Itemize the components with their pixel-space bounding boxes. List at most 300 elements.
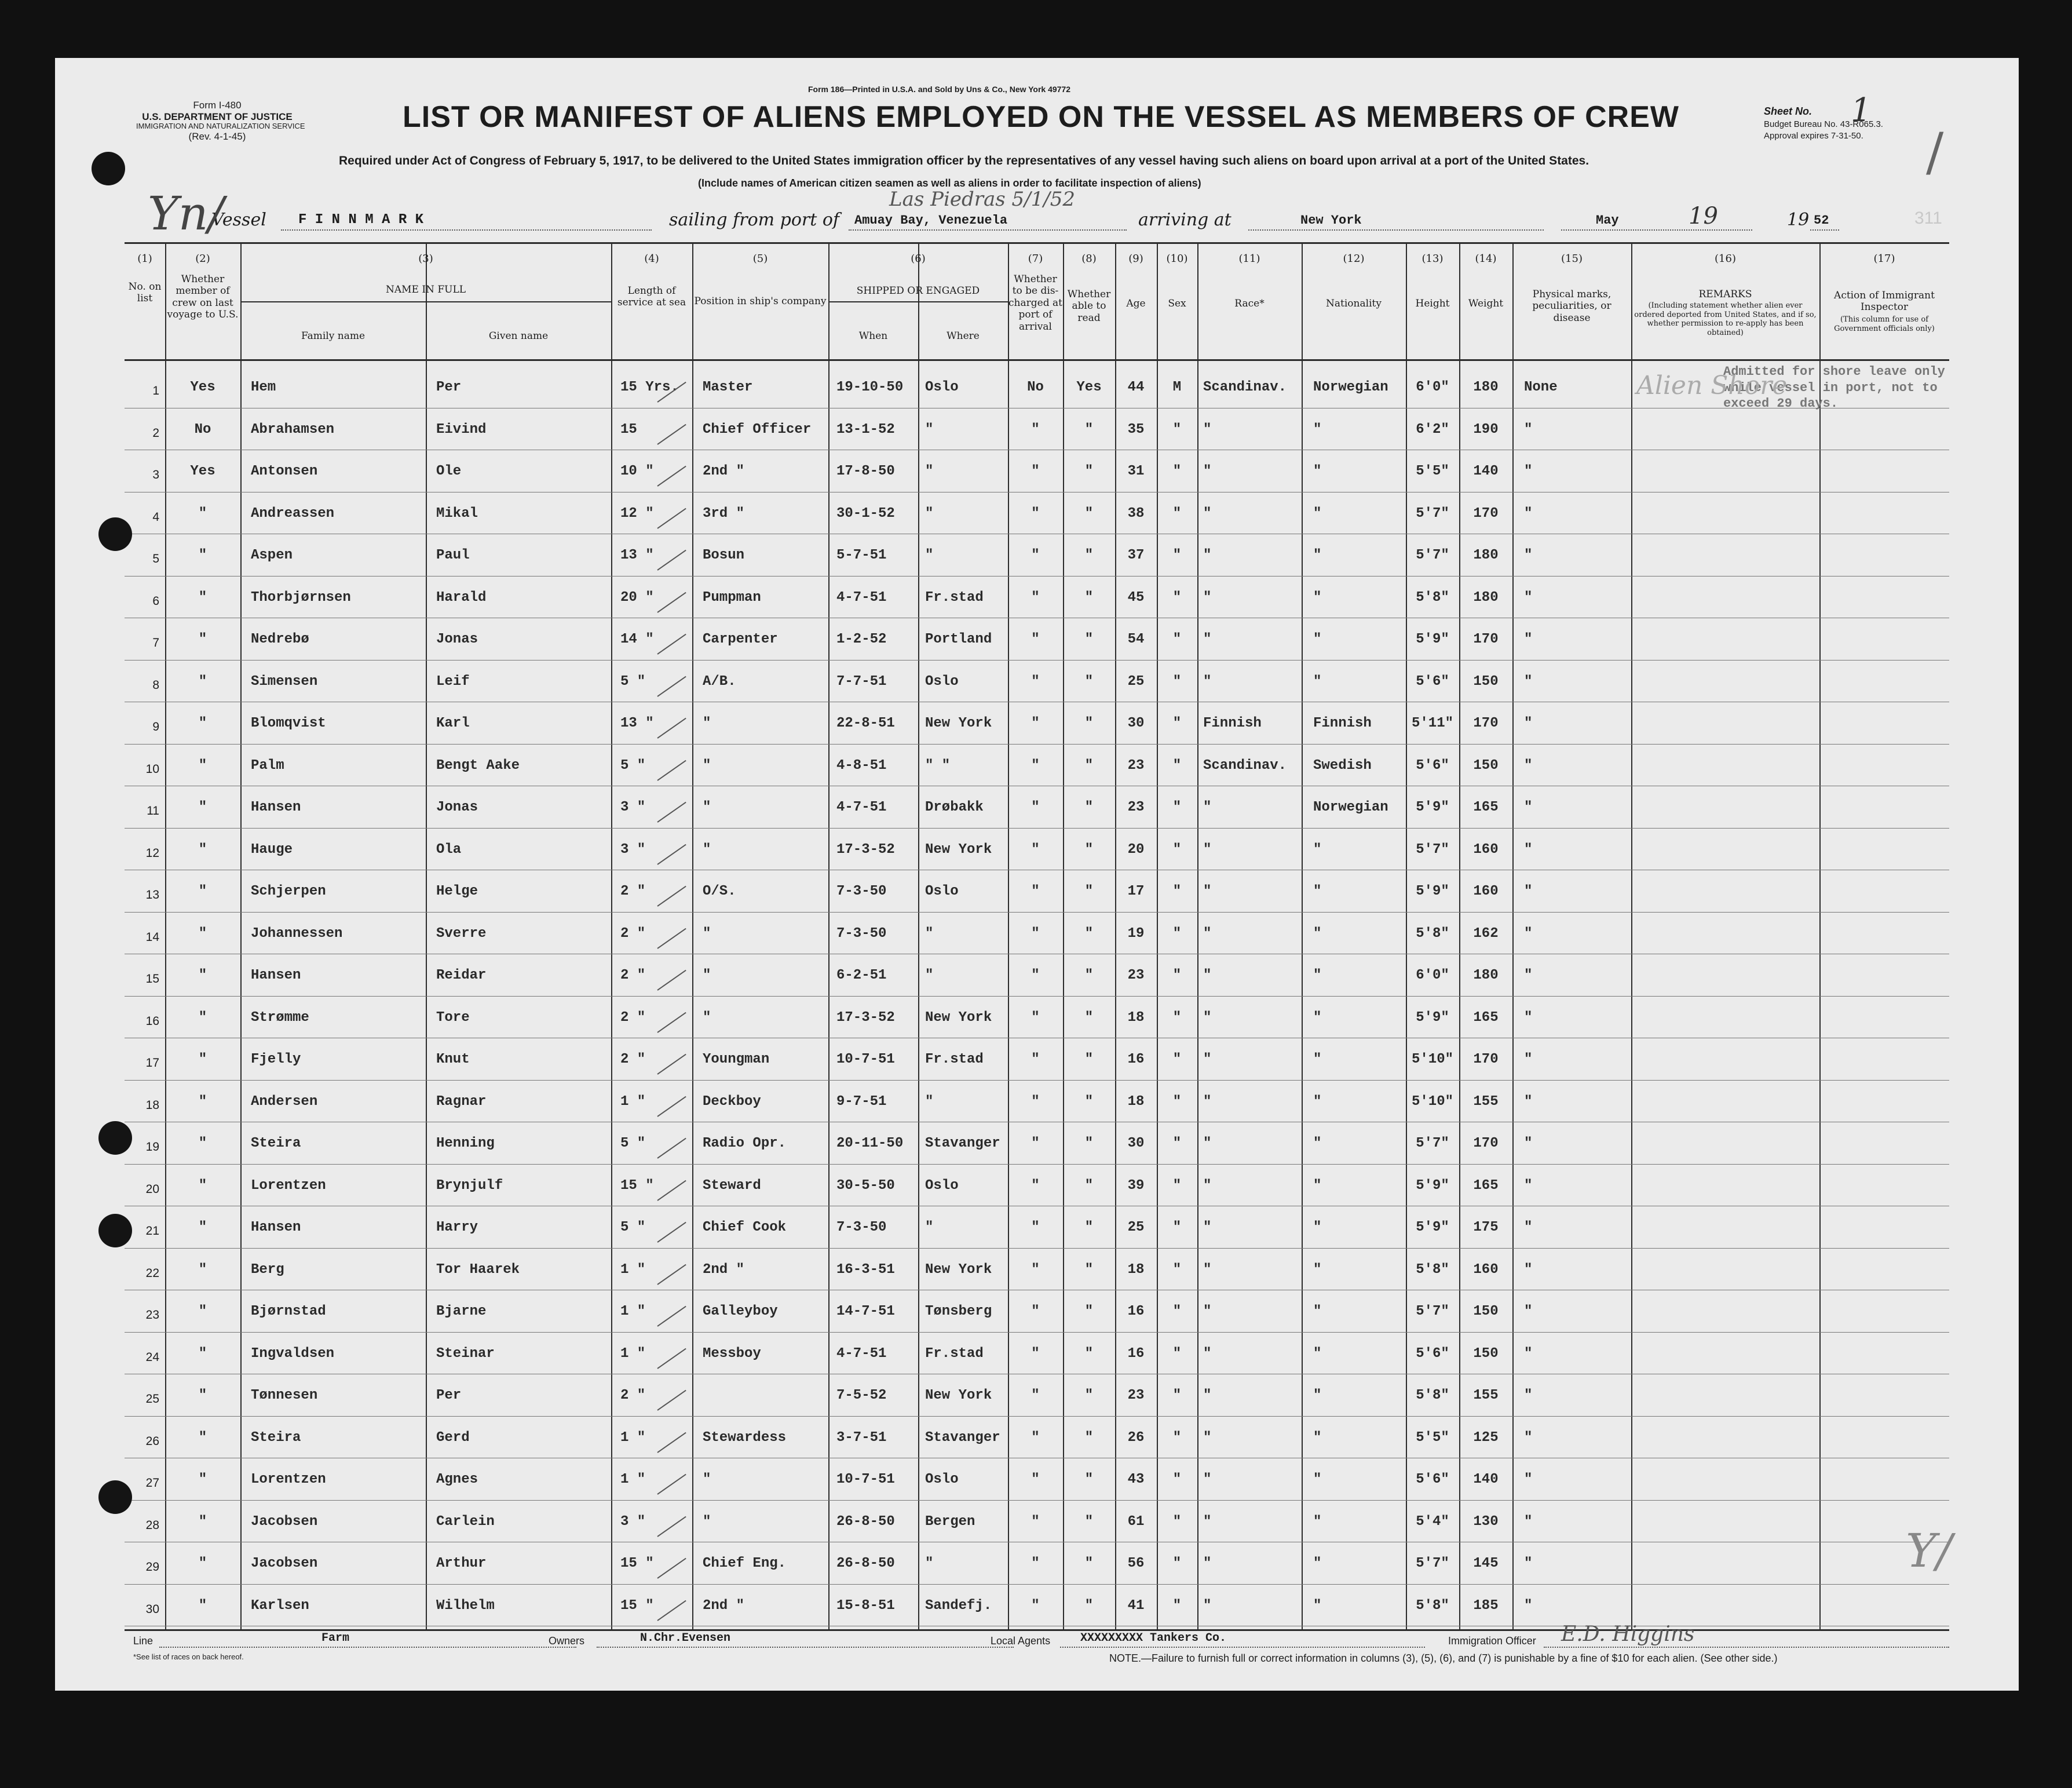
cell-sex: " xyxy=(1172,884,1182,899)
cell-marks: " xyxy=(1524,884,1533,899)
cell-race: " xyxy=(1203,1220,1212,1235)
cell-crew: " xyxy=(198,1052,207,1067)
cell-sex: " xyxy=(1172,757,1182,773)
cell-age: 16 xyxy=(1127,1052,1145,1067)
cell-nat: " xyxy=(1313,1556,1322,1571)
cell-weight: 140 xyxy=(1473,464,1499,479)
arrival-month: May xyxy=(1596,213,1619,228)
cell-service: 1 " xyxy=(620,1304,646,1319)
cell-nat: " xyxy=(1313,1136,1322,1151)
cell-position: Chief Cook xyxy=(703,1220,787,1235)
faint-stamp: 311 xyxy=(1914,209,1942,228)
cell-position: " xyxy=(703,841,711,857)
column-divider xyxy=(1819,242,1821,1629)
printer-line: Form 186—Printed in U.S.A. and Sold by Uns & Co., New York 49772 xyxy=(808,85,1071,94)
column-divider xyxy=(1197,242,1198,1629)
cell-disch: " xyxy=(1031,421,1040,437)
cell-nat: " xyxy=(1313,1220,1322,1235)
hdr-when: When xyxy=(858,330,888,342)
cell-given: Paul xyxy=(436,548,470,563)
hdr-weight: Weight xyxy=(1468,298,1504,309)
cell-position: Messboy xyxy=(703,1345,761,1362)
cell-crew: " xyxy=(198,884,207,899)
cell-given: Sverre xyxy=(436,925,487,942)
cell-height: 5'9" xyxy=(1416,1177,1449,1194)
service-tick-mark xyxy=(657,970,686,991)
service-tick-mark xyxy=(657,1600,686,1621)
cell-disch: " xyxy=(1031,1556,1040,1571)
cell-when: 15-8-51 xyxy=(836,1597,895,1614)
cell-age: 41 xyxy=(1127,1597,1145,1614)
cell-marks: " xyxy=(1524,968,1533,983)
cell-height: 6'2" xyxy=(1416,421,1449,437)
cell-when: 17-3-52 xyxy=(836,1009,895,1026)
cell-disch: " xyxy=(1031,716,1040,731)
cell-height: 5'8" xyxy=(1416,589,1449,605)
cell-service: 1 " xyxy=(620,1429,646,1446)
column-number: (8) xyxy=(1081,253,1097,265)
port-handwritten: Las Piedras 5/1/52 xyxy=(889,188,1075,211)
row-number: 26 xyxy=(145,1434,159,1448)
cell-age: 18 xyxy=(1127,1009,1145,1026)
cell-given: Helge xyxy=(436,884,478,899)
sheet-number: 1 xyxy=(1851,92,1872,129)
cell-sex: " xyxy=(1172,1556,1182,1571)
cell-service: 20 " xyxy=(620,589,654,605)
vessel-label: Vessel xyxy=(211,210,266,230)
hdr-shipped: SHIPPED OR ENGAGED xyxy=(856,285,980,297)
cell-position: Deckboy xyxy=(703,1093,761,1110)
cell-read: " xyxy=(1084,1009,1094,1026)
column-number: (5) xyxy=(752,253,768,265)
cell-disch: " xyxy=(1031,632,1040,647)
cell-marks: " xyxy=(1524,1513,1533,1530)
cell-position: Steward xyxy=(703,1177,761,1194)
cell-when: 4-7-51 xyxy=(836,800,887,815)
service-tick-mark xyxy=(657,1222,686,1243)
cell-service: 15 " xyxy=(620,1556,654,1571)
sheet-label: Sheet No. xyxy=(1764,105,1812,117)
cell-age: 23 xyxy=(1127,800,1145,815)
service-tick-mark xyxy=(657,424,686,444)
cell-given: Tore xyxy=(436,1009,470,1026)
cell-marks: " xyxy=(1524,421,1533,437)
cell-family: Blomqvist xyxy=(251,716,326,731)
column-divider xyxy=(1302,242,1303,1629)
cell-sex: " xyxy=(1172,1093,1182,1110)
cell-age: 18 xyxy=(1127,1093,1145,1110)
cell-disch: " xyxy=(1031,884,1040,899)
cell-given: Jonas xyxy=(436,632,478,647)
cell-height: 5'6" xyxy=(1416,1472,1449,1487)
cell-given: Per xyxy=(436,380,462,395)
row-number: 19 xyxy=(145,1140,159,1154)
cell-position: 2nd " xyxy=(703,464,745,479)
cell-position: O/S. xyxy=(703,884,736,899)
cell-position: 2nd " xyxy=(703,1261,745,1278)
cell-race: Scandinav. xyxy=(1203,757,1287,773)
cell-crew: " xyxy=(198,548,207,563)
punch-hole xyxy=(98,517,132,551)
cell-where: New York xyxy=(925,1261,992,1278)
cell-age: 39 xyxy=(1127,1177,1145,1194)
cell-read: " xyxy=(1084,1220,1094,1235)
cell-crew: " xyxy=(198,968,207,983)
hdr-no: No. on list xyxy=(128,281,162,305)
cell-marks: " xyxy=(1524,505,1533,521)
cell-height: 6'0" xyxy=(1416,380,1449,395)
cell-when: 6-2-51 xyxy=(836,968,887,983)
cell-position: " xyxy=(703,716,711,731)
cell-height: 5'11" xyxy=(1411,716,1453,731)
cell-given: Steinar xyxy=(436,1345,495,1362)
revision: (Rev. 4-1-45) xyxy=(188,131,246,143)
cell-family: Lorentzen xyxy=(251,1177,326,1194)
cell-where: Fr.stad xyxy=(925,1345,984,1362)
cell-weight: 190 xyxy=(1473,421,1499,437)
cell-age: 30 xyxy=(1127,1136,1145,1151)
cell-when: 10-7-51 xyxy=(836,1472,895,1487)
cell-age: 19 xyxy=(1127,925,1145,942)
cell-height: 5'9" xyxy=(1416,884,1449,899)
cell-when: 5-7-51 xyxy=(836,548,887,563)
cell-family: Hansen xyxy=(251,968,301,983)
cell-sex: " xyxy=(1172,1472,1182,1487)
cell-crew: " xyxy=(198,1261,207,1278)
cell-weight: 125 xyxy=(1473,1429,1499,1446)
cell-marks: " xyxy=(1524,1093,1533,1110)
cell-given: Harald xyxy=(436,589,487,605)
hdr-crew: Whether member of crew on last voyage to U.S. xyxy=(167,273,239,321)
cell-weight: 180 xyxy=(1473,589,1499,605)
cell-crew: " xyxy=(198,1220,207,1235)
cell-sex: " xyxy=(1172,548,1182,563)
column-divider xyxy=(828,242,829,1629)
cell-where: Sandefj. xyxy=(925,1597,992,1614)
cell-position: 2nd " xyxy=(703,1597,745,1614)
punch-hole xyxy=(98,1121,132,1155)
port-of-departure: Amuay Bay, Venezuela xyxy=(854,213,1008,228)
row-number: 30 xyxy=(145,1602,159,1616)
cell-height: 5'9" xyxy=(1416,800,1449,815)
cell-age: 25 xyxy=(1127,1220,1145,1235)
cell-weight: 165 xyxy=(1473,1177,1499,1194)
cell-given: Mikal xyxy=(436,505,478,521)
cell-family: Berg xyxy=(251,1261,284,1278)
cell-age: 23 xyxy=(1127,968,1145,983)
cell-race: " xyxy=(1203,1177,1212,1194)
column-number: (4) xyxy=(644,253,659,265)
cell-read: " xyxy=(1084,464,1094,479)
cell-marks: " xyxy=(1524,1177,1533,1194)
cell-crew: " xyxy=(198,1513,207,1530)
manifest-sheet xyxy=(55,58,2019,1691)
cell-nat: " xyxy=(1313,632,1322,647)
cell-crew: " xyxy=(198,1093,207,1110)
cell-sex: " xyxy=(1172,1261,1182,1278)
hdr-position: Position in ship's company xyxy=(694,295,827,307)
cell-weight: 155 xyxy=(1473,1388,1499,1403)
cell-disch: No xyxy=(1027,380,1044,395)
cell-read: " xyxy=(1084,673,1094,689)
service-tick-mark xyxy=(657,1516,686,1537)
cell-given: Tor Haarek xyxy=(436,1261,520,1278)
column-divider xyxy=(692,242,693,1629)
cell-family: Steira xyxy=(251,1429,301,1446)
cell-race: " xyxy=(1203,1429,1212,1446)
cell-where: " xyxy=(925,548,934,563)
cell-given: Knut xyxy=(436,1052,470,1067)
row-number: 2 xyxy=(152,426,159,440)
cell-sex: " xyxy=(1172,841,1182,857)
cell-disch: " xyxy=(1031,1220,1040,1235)
cell-height: 5'8" xyxy=(1416,1261,1449,1278)
cell-weight: 160 xyxy=(1473,1261,1499,1278)
cell-when: 26-8-50 xyxy=(836,1513,895,1530)
row-number: 13 xyxy=(145,888,159,902)
cell-crew: " xyxy=(198,505,207,521)
cell-family: Ingvaldsen xyxy=(251,1345,335,1362)
cell-when: 7-7-51 xyxy=(836,673,887,689)
cell-disch: " xyxy=(1031,1597,1040,1614)
cell-when: 22-8-51 xyxy=(836,716,895,731)
cell-race: " xyxy=(1203,1261,1212,1278)
cell-nat: " xyxy=(1313,968,1322,983)
cell-service: 13 " xyxy=(620,548,654,563)
cell-when: 7-5-52 xyxy=(836,1388,887,1403)
cell-marks: " xyxy=(1524,1261,1533,1278)
cell-nat: " xyxy=(1313,548,1322,563)
row-number: 29 xyxy=(145,1560,159,1574)
cell-given: Leif xyxy=(436,673,470,689)
hdr-given: Given name xyxy=(488,330,549,342)
row-number: 23 xyxy=(145,1308,159,1322)
cell-sex: M xyxy=(1172,380,1182,395)
cell-nat: " xyxy=(1313,421,1322,437)
row-number: 16 xyxy=(145,1014,159,1028)
cell-family: Andreassen xyxy=(251,505,335,521)
cell-nat: " xyxy=(1313,505,1322,521)
cell-age: 25 xyxy=(1127,673,1145,689)
row-rule xyxy=(125,1584,1949,1585)
cell-read: Yes xyxy=(1076,380,1102,395)
cell-weight: 170 xyxy=(1473,1136,1499,1151)
cell-family: Steira xyxy=(251,1136,301,1151)
cell-service: 5 " xyxy=(620,1136,646,1151)
cell-family: Thorbjørnsen xyxy=(251,589,351,605)
cell-marks: " xyxy=(1524,1220,1533,1235)
cell-marks: " xyxy=(1524,548,1533,563)
cell-read: " xyxy=(1084,421,1094,437)
cell-crew: " xyxy=(198,589,207,605)
cell-marks: " xyxy=(1524,589,1533,605)
cell-given: Gerd xyxy=(436,1429,470,1446)
cell-service: 1 " xyxy=(620,1093,646,1110)
column-divider xyxy=(1512,242,1514,1629)
cell-race: " xyxy=(1203,925,1212,942)
cell-marks: " xyxy=(1524,1136,1533,1151)
cell-sex: " xyxy=(1172,1429,1182,1446)
cell-nat: " xyxy=(1313,1513,1322,1530)
service-tick-mark xyxy=(657,802,686,823)
cell-race: " xyxy=(1203,1093,1212,1110)
service-tick-mark xyxy=(657,718,686,739)
column-number: (6) xyxy=(911,253,926,265)
column-number: (11) xyxy=(1238,253,1260,265)
cell-crew: " xyxy=(198,1429,207,1446)
cell-sex: " xyxy=(1172,1345,1182,1362)
row-rule xyxy=(125,1080,1949,1081)
cell-given: Carlein xyxy=(436,1513,495,1530)
service-tick-mark xyxy=(657,928,686,948)
cell-nat: " xyxy=(1313,1009,1322,1026)
cell-where: " " xyxy=(925,757,951,773)
cell-crew: " xyxy=(198,716,207,731)
cell-service: 2 " xyxy=(620,1388,646,1403)
cell-family: Bjørnstad xyxy=(251,1304,326,1319)
cell-when: 7-3-50 xyxy=(836,884,887,899)
service-tick-mark xyxy=(657,1180,686,1200)
cell-where: New York xyxy=(925,841,992,857)
cell-given: Ole xyxy=(436,464,462,479)
owners-value: N.Chr.Evensen xyxy=(640,1632,731,1645)
cell-crew: " xyxy=(198,1177,207,1194)
cell-race: " xyxy=(1203,632,1212,647)
cell-read: " xyxy=(1084,1304,1094,1319)
cell-age: 23 xyxy=(1127,1388,1145,1403)
cell-sex: " xyxy=(1172,1177,1182,1194)
hdr-remarks-note: (Including statement whether alien ever ordered deported from United States, and if so, whether permission to re-apply has been obtained) xyxy=(1634,301,1817,337)
cell-sex: " xyxy=(1172,1597,1182,1614)
cell-height: 5'4" xyxy=(1416,1513,1449,1530)
corner-check-mark: / xyxy=(1926,122,1944,183)
cell-given: Per xyxy=(436,1388,462,1403)
cell-service: 5 " xyxy=(620,757,646,773)
cell-nat: " xyxy=(1313,1597,1322,1614)
officer-label: Immigration Officer xyxy=(1448,1635,1536,1647)
cell-race: " xyxy=(1203,505,1212,521)
cell-race: " xyxy=(1203,841,1212,857)
cell-family: Jacobsen xyxy=(251,1513,318,1530)
service-tick-mark xyxy=(657,1306,686,1327)
cell-height: 5'9" xyxy=(1416,1220,1449,1235)
service: IMMIGRATION AND NATURALIZATION SERVICE xyxy=(136,122,305,131)
cell-position: " xyxy=(703,925,711,942)
service-tick-mark xyxy=(657,1474,686,1495)
cell-position: " xyxy=(703,1009,711,1026)
cell-sex: " xyxy=(1172,1220,1182,1235)
hdr-remarks: REMARKS xyxy=(1698,289,1752,300)
cell-marks: " xyxy=(1524,841,1533,857)
cell-race: " xyxy=(1203,589,1212,605)
cell-service: 2 " xyxy=(620,1009,646,1026)
cell-given: Reidar xyxy=(436,968,487,983)
cell-height: 5'7" xyxy=(1416,548,1449,563)
hdr-marks: Physical marks, peculiarities, or disease xyxy=(1532,289,1611,324)
cell-crew: " xyxy=(198,1304,207,1319)
cell-where: New York xyxy=(925,1388,992,1403)
cell-sex: " xyxy=(1172,464,1182,479)
cell-service: 5 " xyxy=(620,1220,646,1235)
cell-where: " xyxy=(925,1220,934,1235)
cell-given: Ragnar xyxy=(436,1093,487,1110)
cell-marks: " xyxy=(1524,464,1533,479)
cell-where: Bergen xyxy=(925,1513,975,1530)
cell-given: Bengt Aake xyxy=(436,757,520,773)
cell-weight: 170 xyxy=(1473,632,1499,647)
cell-family: Aspen xyxy=(251,548,293,563)
cell-weight: 162 xyxy=(1473,925,1499,942)
column-divider xyxy=(1631,242,1632,1629)
cell-family: Karlsen xyxy=(251,1597,309,1614)
cell-weight: 170 xyxy=(1473,505,1499,521)
cell-position: Chief Eng. xyxy=(703,1556,787,1571)
cell-disch: " xyxy=(1031,757,1040,773)
cell-weight: 145 xyxy=(1473,1556,1499,1571)
cell-read: " xyxy=(1084,1345,1094,1362)
cell-when: 3-7-51 xyxy=(836,1429,887,1446)
cell-height: 5'8" xyxy=(1416,1597,1449,1614)
row-number: 18 xyxy=(145,1098,159,1112)
cell-height: 5'6" xyxy=(1416,1345,1449,1362)
cell-read: " xyxy=(1084,548,1094,563)
cell-family: Abrahamsen xyxy=(251,421,335,437)
hdr-sex: Sex xyxy=(1168,298,1186,309)
arriving-label: arriving at xyxy=(1138,210,1231,230)
cell-when: 9-7-51 xyxy=(836,1093,887,1110)
hdr-service: Length of service at sea xyxy=(617,285,686,309)
column-number: (10) xyxy=(1166,253,1188,265)
cell-marks: None xyxy=(1524,380,1558,395)
cell-marks: " xyxy=(1524,632,1533,647)
sailing-label: sailing from port of xyxy=(669,210,839,230)
cell-nat: " xyxy=(1313,589,1322,605)
cell-crew: " xyxy=(198,632,207,647)
cell-given: Jonas xyxy=(436,800,478,815)
cell-disch: " xyxy=(1031,548,1040,563)
cell-service: 15 " xyxy=(620,1597,654,1614)
row-number: 15 xyxy=(145,972,159,986)
row-rule xyxy=(125,996,1949,997)
cell-service: 15 xyxy=(620,421,637,437)
hdr-age: Age xyxy=(1126,298,1146,309)
cell-service: 10 " xyxy=(620,464,654,479)
cell-marks: " xyxy=(1524,716,1533,731)
column-number: (17) xyxy=(1873,253,1895,265)
cell-race: " xyxy=(1203,884,1212,899)
cell-family: Jacobsen xyxy=(251,1556,318,1571)
cell-sex: " xyxy=(1172,1136,1182,1151)
hdr-inspector: Action of Immigrant Inspector xyxy=(1834,290,1935,313)
cell-weight: 170 xyxy=(1473,716,1499,731)
hdr-where: Where xyxy=(947,330,980,342)
subtitle-note: (Include names of American citizen seamen as well as aliens in order to facilitate inspection of aliens) xyxy=(698,177,1201,189)
cell-marks: " xyxy=(1524,1345,1533,1362)
cell-weight: 150 xyxy=(1473,1345,1499,1362)
cell-age: 20 xyxy=(1127,841,1145,857)
cell-given: Harry xyxy=(436,1220,478,1235)
form-id-block xyxy=(136,100,305,143)
service-tick-mark xyxy=(657,1264,686,1285)
cell-read: " xyxy=(1084,505,1094,521)
pencil-check-mark: Y/ xyxy=(1906,1524,1952,1578)
cell-disch: " xyxy=(1031,673,1040,689)
cell-age: 44 xyxy=(1127,380,1145,395)
cell-race: " xyxy=(1203,1513,1212,1530)
cell-family: Nedrebø xyxy=(251,632,309,647)
hdr-race: Race* xyxy=(1234,298,1265,309)
cell-position: Pumpman xyxy=(703,589,761,605)
